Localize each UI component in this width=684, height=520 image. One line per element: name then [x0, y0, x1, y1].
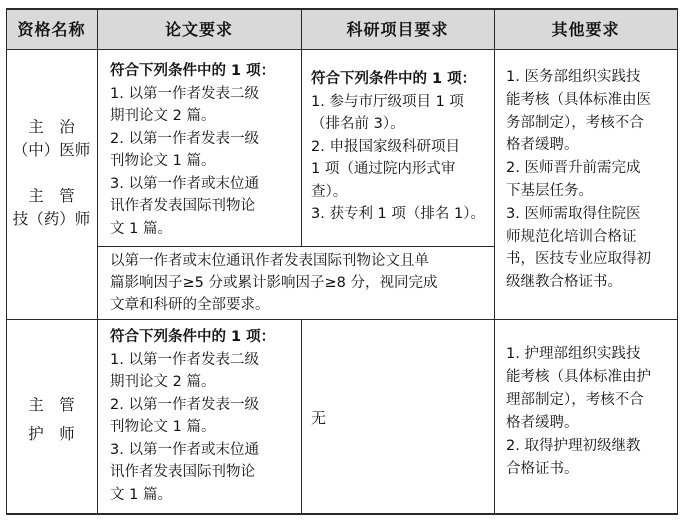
paper-condition-title: 符合下列条件中的 1 项： — [110, 63, 276, 79]
combined-requirement — [110, 250, 437, 316]
other-line: 务部制定），考核不合 — [506, 114, 644, 131]
research-requirements-row2: 无 — [311, 409, 327, 427]
other-requirements-row1 — [506, 66, 651, 294]
qualification-row1 — [6, 116, 97, 231]
paper-line: 3. 以第一作者或末位通 — [110, 175, 259, 192]
col-divider-3 — [494, 8, 495, 515]
header-divider — [6, 49, 678, 50]
col-divider-2b — [301, 319, 302, 515]
paper-line: 刊物论文 1 篇。 — [110, 419, 216, 435]
paper-requirements-row1 — [110, 60, 275, 240]
qualification-line: 主 管 — [28, 187, 75, 205]
research-condition-title: 符合下列条件中的 1 项： — [311, 71, 477, 87]
header-qualification: 资格名称 — [17, 20, 86, 39]
paper-line: 刊物论文 1 篇。 — [110, 153, 216, 169]
other-line: 1. 护理部组织实践技 — [506, 346, 641, 362]
other-line: 3. 医师需取得住院医 — [506, 205, 641, 222]
paper-line: 文 1 篇。 — [110, 220, 172, 237]
research-line: 查）。 — [311, 183, 348, 200]
other-line: 格者缓聘。 — [506, 415, 579, 431]
qualification-line: 护 师 — [28, 425, 75, 443]
paper-requirements-row2 — [110, 326, 275, 506]
row-divider — [6, 319, 678, 320]
paper-condition-title: 符合下列条件中的 1 项： — [110, 329, 276, 345]
other-line: 能考核（具体标准由护 — [506, 369, 651, 385]
research-line: 2. 申报国家级科研项目 — [311, 138, 460, 155]
research-line: 1. 参与市厅级项目 1 项 — [311, 93, 464, 110]
qualification-row2 — [6, 394, 97, 446]
other-line: 格者缓聘。 — [506, 137, 579, 154]
border-bottom — [6, 513, 678, 515]
qualification-spacer — [6, 162, 97, 185]
header-paper: 论文要求 — [164, 20, 233, 39]
qualification-line: 技（药）师 — [12, 210, 91, 228]
other-line: 级继教合格证书。 — [506, 274, 622, 291]
combined-line: 以第一作者或末位通讯作者发表国际刊物论文且单 — [110, 253, 429, 269]
qualification-line: （中）医师 — [12, 141, 91, 159]
research-requirements-row1 — [311, 68, 485, 226]
combined-line: 文章和科研的全部要求。 — [110, 297, 270, 313]
other-line: 下基层任务。 — [506, 182, 593, 199]
border-right — [677, 8, 678, 515]
other-line: 能考核（具体标准由医 — [506, 91, 651, 108]
other-requirements-row2 — [506, 343, 651, 481]
paper-line: 2. 以第一作者发表一级 — [110, 130, 259, 147]
other-line: 理部制定），考核不合 — [506, 392, 644, 408]
paper-line: 期刊论文 2 篇。 — [110, 374, 216, 390]
paper-line: 1. 以第一作者发表二级 — [110, 85, 259, 102]
paper-line: 期刊论文 2 篇。 — [110, 108, 216, 124]
other-line: 1. 医务部组织实践技 — [506, 69, 641, 85]
qualification-line: 主 治 — [28, 118, 75, 136]
qualification-line: 主 管 — [28, 396, 75, 414]
col-divider-1 — [97, 8, 98, 515]
header-other: 其他要求 — [551, 20, 620, 39]
other-line: 2. 取得护理初级继教 — [506, 438, 641, 454]
other-line: 书，医技专业应取得初 — [506, 251, 651, 268]
header-research: 科研项目要求 — [346, 20, 449, 39]
combined-divider — [97, 246, 494, 247]
paper-line: 讯作者发表国际刊物论 — [110, 464, 255, 480]
other-line: 合格证书。 — [506, 461, 579, 477]
paper-line: 讯作者发表国际刊物论 — [110, 198, 255, 214]
research-line: 3. 获专利 1 项（排名 1）。 — [311, 206, 485, 222]
other-line: 2. 医师晋升前需完成 — [506, 160, 641, 177]
combined-line: 篇影响因子≥5 分或累计影响因子≥8 分，视同完成 — [110, 275, 438, 291]
research-line: （排名前 3）。 — [311, 116, 405, 132]
paper-line: 文 1 篇。 — [110, 486, 172, 503]
paper-line: 3. 以第一作者或末位通 — [110, 441, 259, 458]
research-line: 1 项（通过院内形式审 — [311, 161, 456, 177]
other-line: 师规范化培训合格证 — [506, 228, 637, 245]
paper-line: 2. 以第一作者发表一级 — [110, 396, 259, 413]
paper-line: 1. 以第一作者发表二级 — [110, 351, 259, 368]
